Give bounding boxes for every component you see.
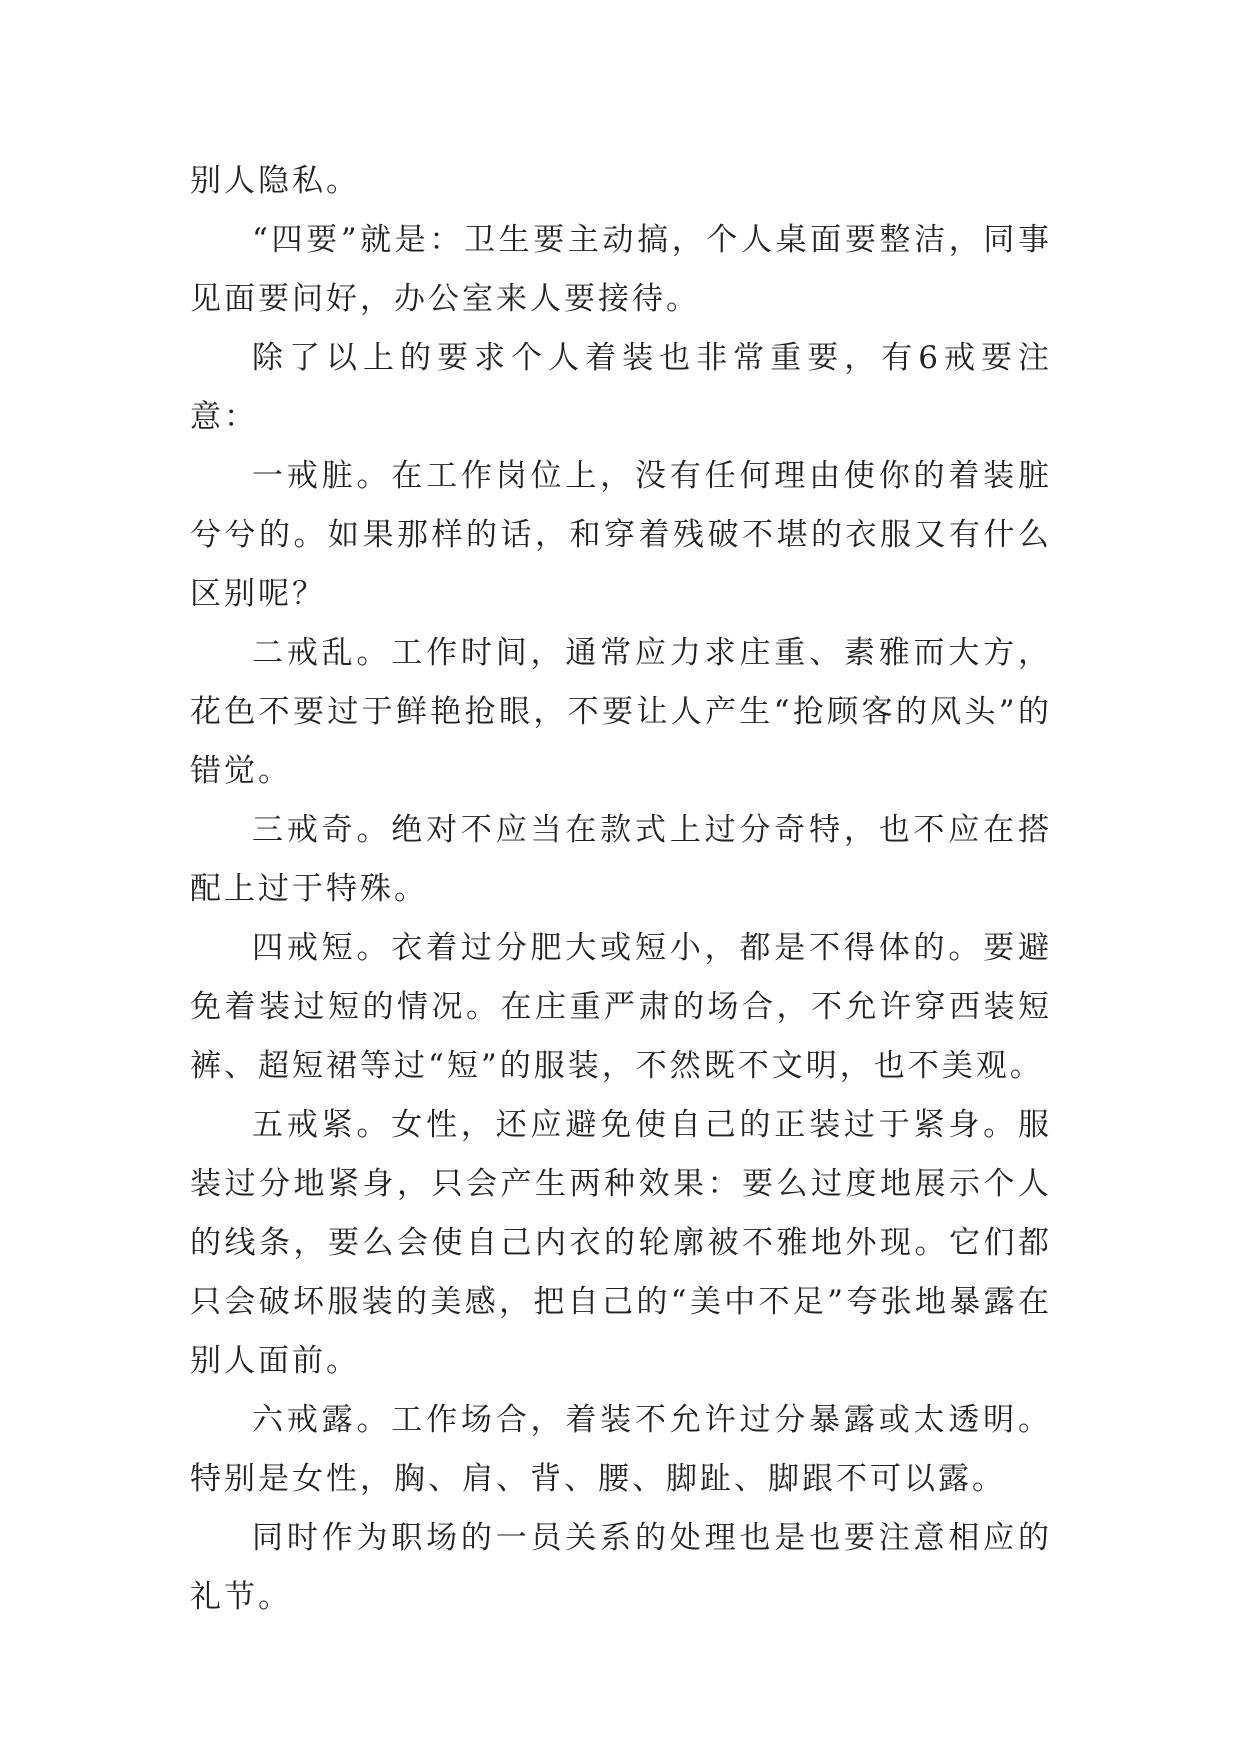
paragraph-rule-short: 四戒短。衣着过分肥大或短小，都是不得体的。要避免着装过短的情况。在庄重严肃的场合，不允许穿西装短裤、超短裙等过“短”的服装，不然既不文明，也不美观。 [190,930,1052,1084]
paragraph-dress-intro: 除了以上的要求个人着装也非常重要，有6戒要注意： [190,340,1052,435]
paragraph-rule-dirty: 一戒脏。在工作岗位上，没有任何理由使你的着装脏兮兮的。如果那样的话，和穿着残破不堪的衣服又有什么区别呢？ [190,458,1052,612]
paragraph-rule-odd: 三戒奇。绝对不应当在款式上过分奇特，也不应在搭配上过于特殊。 [190,812,1052,907]
paragraph-rule-messy: 二戒乱。工作时间，通常应力求庄重、素雅而大方，花色不要过于鲜艳抢眼，不要让人产生“抢顾客的风头”的错觉。 [190,635,1052,789]
paragraph-continuation: 别人隐私。 [190,163,360,199]
document-page [190,152,1052,1627]
paragraph-four-musts: “四要”就是：卫生要主动搞，个人桌面要整洁，同事见面要问好，办公室来人要接待。 [190,222,1052,317]
paragraph-rule-exposed: 六戒露。工作场合，着装不允许过分暴露或太透明。特别是女性，胸、肩、背、腰、脚趾、脚跟不可以露。 [190,1402,1052,1497]
paragraph-rule-tight: 五戒紧。女性，还应避免使自己的正装过于紧身。服装过分地紧身，只会产生两种效果：要么过度地展示个人的线条，要么会使自己内衣的轮廓被不雅地外现。它们都只会破坏服装的美感，把自己的“美中不足”夸张地暴露在别人面前。 [190,1107,1052,1379]
paragraph-relations: 同时作为职场的一员关系的处理也是也要注意相应的礼节。 [190,1520,1052,1615]
